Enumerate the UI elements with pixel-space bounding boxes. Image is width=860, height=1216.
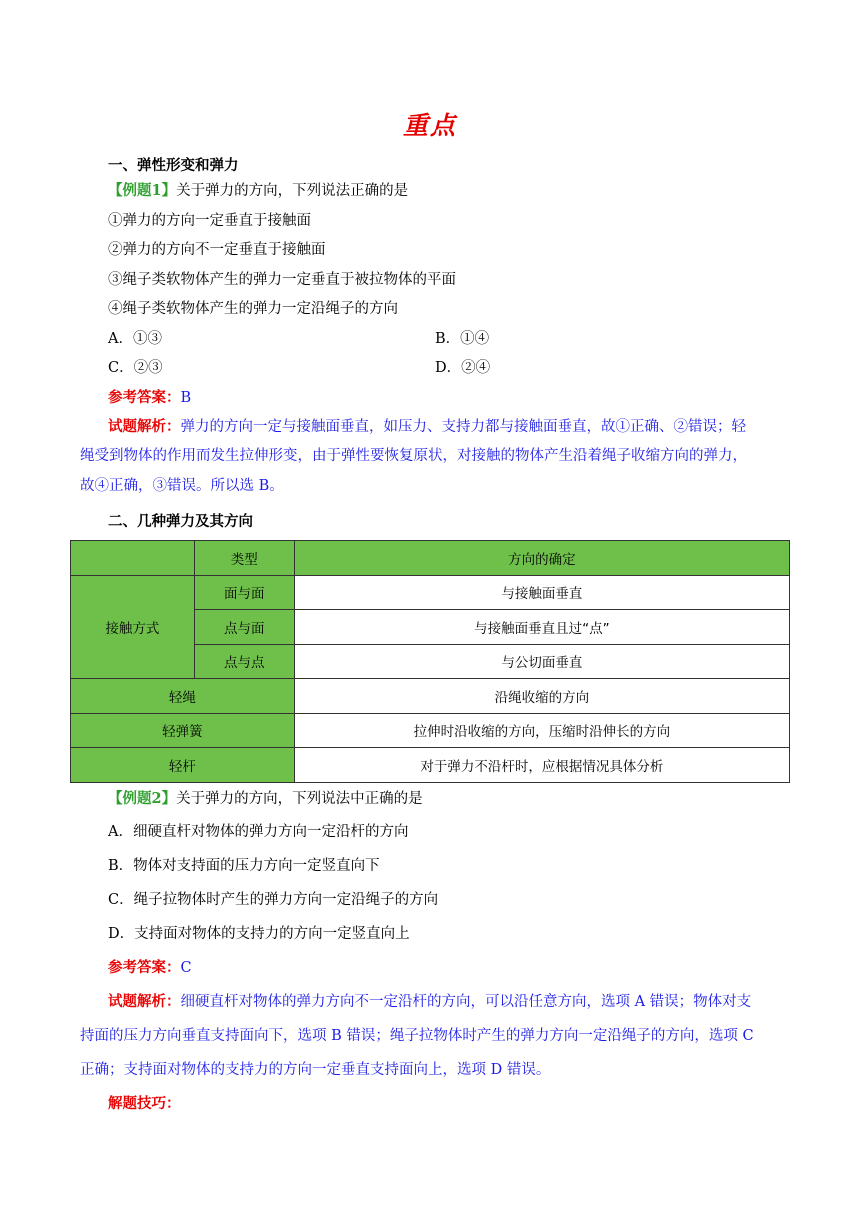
example1-tag: 【例题1】 <box>108 182 177 199</box>
example2-tips-label: 解题技巧： <box>108 1095 181 1112</box>
example2-option-b: B．物体对支持面的压力方向一定竖直向下 <box>108 858 380 874</box>
example1-option-d: D．②④ <box>435 360 491 376</box>
example1-option-c: C．②③ <box>108 360 163 376</box>
table-row-type: 轻绳 <box>71 679 295 714</box>
table-row-type: 轻弹簧 <box>71 713 295 748</box>
example1-analysis-line-3: 故④正确，③错误。所以选 B。 <box>80 478 284 494</box>
section-heading-1: 一、弹性形变和弹力 <box>108 157 239 174</box>
example1-option-a: A．①③ <box>108 331 162 347</box>
example2-option-c: C．绳子拉物体时产生的弹力方向一定沿绳子的方向 <box>108 892 439 908</box>
table-row <box>71 679 790 714</box>
table-header-row <box>71 541 790 576</box>
example1-question: 关于弹力的方向，下列说法正确的是 <box>176 183 409 199</box>
example2-tag: 【例题2】 <box>108 790 177 807</box>
section-heading-2: 二、几种弹力及其方向 <box>108 513 253 530</box>
elastic-force-table <box>70 540 790 783</box>
example2-analysis-line-1 <box>108 992 751 1012</box>
table-header-type: 类型 <box>194 541 294 576</box>
table-row-type: 点与面 <box>194 610 294 645</box>
example2-option-a: A．细硬直杆对物体的弹力方向一定沿杆的方向 <box>108 824 409 840</box>
table-header-blank <box>71 541 195 576</box>
example1-answer-line <box>108 388 191 408</box>
example2-analysis-label: 试题解析： <box>108 993 181 1010</box>
table-row-direction: 与公切面垂直 <box>294 644 789 679</box>
example2-analysis-text-1: 细硬直杆对物体的弹力方向不一定沿杆的方向，可以沿任意方向，选项 A 错误；物体对支 <box>180 994 752 1010</box>
table-contact-group: 接触方式 <box>71 575 195 679</box>
example2-option-d: D．支持面对物体的支持力的方向一定竖直向上 <box>108 926 410 942</box>
example2-question: 关于弹力的方向，下列说法中正确的是 <box>176 791 423 807</box>
table-row-direction: 拉伸时沿收缩的方向，压缩时沿伸长的方向 <box>294 713 789 748</box>
example1-analysis-text-1: 弹力的方向一定与接触面垂直，如压力、支持力都与接触面垂直，故①正确、②错误；轻 <box>180 419 746 435</box>
example1-answer-label: 参考答案： <box>108 389 181 406</box>
table-row-direction: 与接触面垂直 <box>294 575 789 610</box>
table-header-direction: 方向的确定 <box>294 541 789 576</box>
example1-analysis-line-2: 绳受到物体的作用而发生拉伸形变，由于弹性要恢复原状，对接触的物体产生沿着绳子收缩方向的弹力， <box>80 448 747 464</box>
example2-answer-line <box>108 958 192 978</box>
example1-option-b: B．①④ <box>435 331 490 347</box>
example2-analysis-line-2: 持面的压力方向垂直支持面向下，选项 B 错误；绳子拉物体时产生的弹力方向一定沿绳子的方向，选项 C <box>80 1028 754 1044</box>
table-row-type: 面与面 <box>194 575 294 610</box>
table-row <box>71 713 790 748</box>
table-row <box>71 748 790 783</box>
example1-statement-3: ③绳子类软物体产生的弹力一定垂直于被拉物体的平面 <box>108 272 456 288</box>
table-row-direction: 与接触面垂直且过“点” <box>294 610 789 645</box>
example1-analysis-line-1 <box>108 417 746 437</box>
example1-question-line <box>108 181 408 201</box>
example2-analysis-line-3: 正确；支持面对物体的支持力的方向一定垂直支持面向上，选项 D 错误。 <box>80 1062 551 1078</box>
table-row-type: 点与点 <box>194 644 294 679</box>
example1-statement-1: ①弹力的方向一定垂直于接触面 <box>108 213 311 229</box>
example1-analysis-label: 试题解析： <box>108 418 181 435</box>
table-row-direction: 沿绳收缩的方向 <box>294 679 789 714</box>
example1-answer: B <box>180 390 192 406</box>
page-title: 重点 <box>402 111 457 140</box>
example2-answer: C <box>180 960 192 976</box>
table-row <box>71 575 790 610</box>
table-row-type: 轻杆 <box>71 748 295 783</box>
example2-answer-label: 参考答案： <box>108 959 181 976</box>
table-row-direction: 对于弹力不沿杆时，应根据情况具体分析 <box>294 748 789 783</box>
example1-statement-2: ②弹力的方向不一定垂直于接触面 <box>108 242 326 258</box>
example1-statement-4: ④绳子类软物体产生的弹力一定沿绳子的方向 <box>108 301 398 317</box>
example2-question-line <box>108 789 423 809</box>
